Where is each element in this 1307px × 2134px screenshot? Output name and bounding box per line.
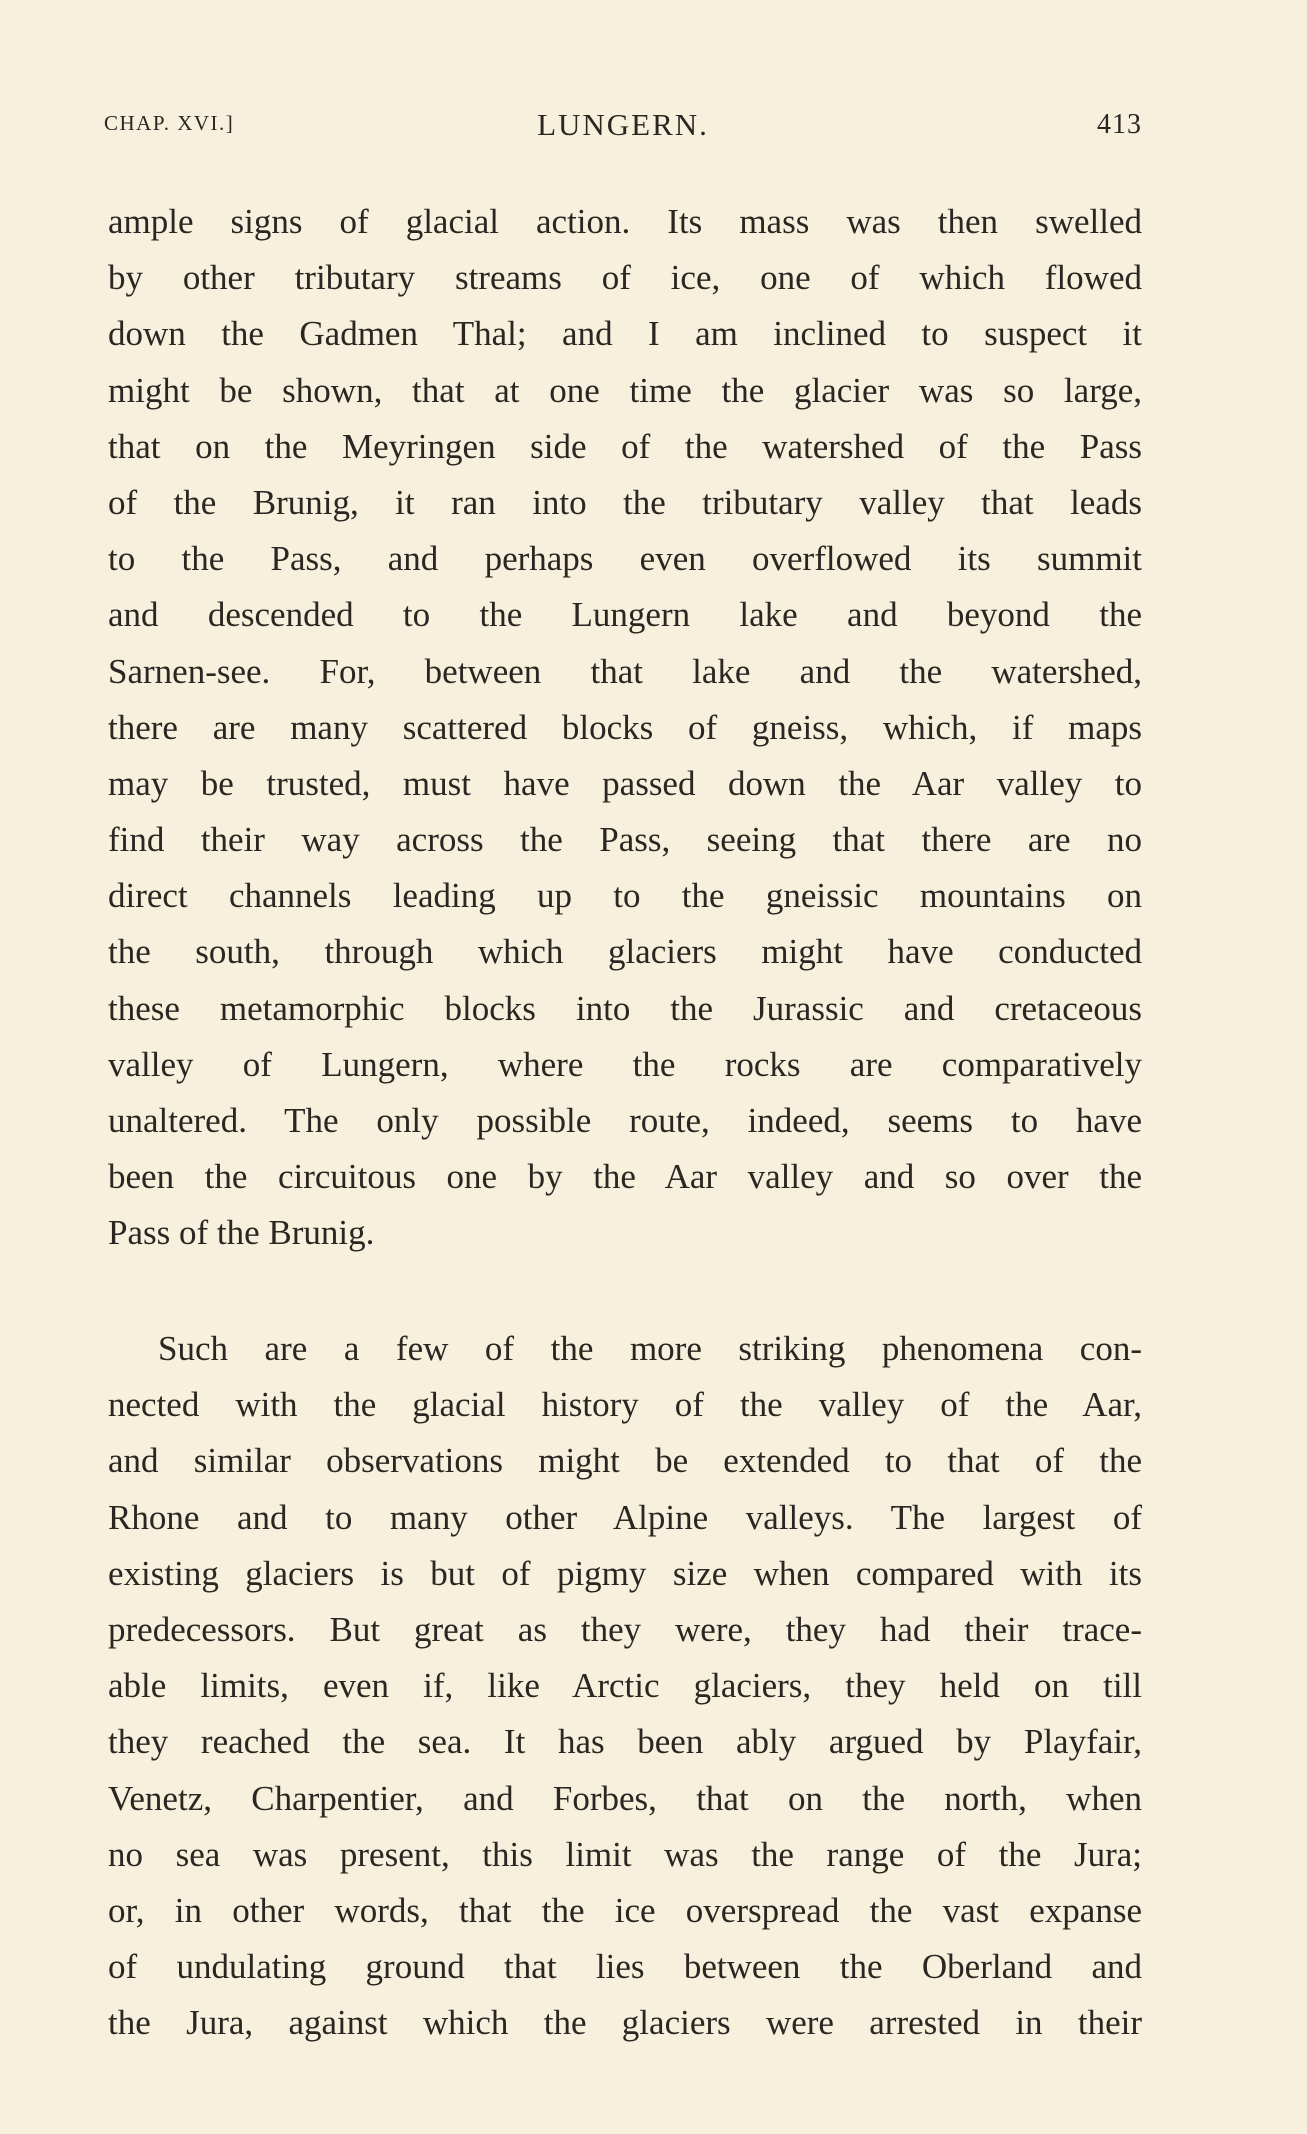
text-line: the south, through which glaciers might have conducted [108, 932, 1142, 972]
text-line: the Jura, against which the glaciers were arrested in their [108, 2003, 1142, 2043]
text-line: they reached the sea. It has been ably argued by Playfair, [108, 1722, 1142, 1762]
text-line: down the Gadmen Thal; and I am inclined to suspect it [108, 314, 1142, 354]
text-line: no sea was present, this limit was the range of the Jura; [108, 1834, 1142, 1874]
text-line: there are many scattered blocks of gneiss, which, if maps [108, 707, 1142, 747]
text-line: predecessors. But great as they were, they had their trace- [108, 1609, 1142, 1649]
paragraph-2 [108, 1321, 1142, 2051]
page-title: LUNGERN. [537, 107, 709, 142]
text-line: may be trusted, must have passed down the Aar valley to [108, 763, 1142, 803]
paragraph-1 [108, 194, 1142, 1262]
text-line: find their way across the Pass, seeing that there are no [108, 820, 1142, 860]
text-line: unaltered. The only possible route, indeed, seems to have [108, 1101, 1142, 1140]
text-line: existing glaciers is but of pigmy size when compared with its [108, 1553, 1142, 1593]
text-line: these metamorphic blocks into the Jurassic and cretaceous [108, 988, 1142, 1028]
text-line: and similar observations might be extended to that of the [108, 1441, 1142, 1481]
page-number: 413 [1097, 109, 1142, 140]
text-line: by other tributary streams of ice, one of which flowed [108, 258, 1142, 298]
text-line: or, in other words, that the ice overspread the vast expanse [108, 1890, 1142, 1930]
text-line: that on the Meyringen side of the watershed of the Pass [108, 426, 1142, 466]
chapter-reference: CHAP. XVI.] [104, 111, 235, 135]
text-line: ample signs of glacial action. Its mass was then swelled [108, 202, 1142, 241]
text-line: and descended to the Lungern lake and beyond the [108, 595, 1142, 635]
text-line: of undulating ground that lies between the Oberland and [108, 1947, 1142, 1987]
text-line: of the Brunig, it ran into the tributary valley that leads [108, 482, 1142, 522]
text-line: nected with the glacial history of the valley of the Aar, [108, 1385, 1142, 1425]
text-line: able limits, even if, like Arctic glaciers, they held on till [108, 1666, 1142, 1706]
text-line: been the circuitous one by the Aar valley and so over the [108, 1157, 1142, 1197]
running-head [104, 107, 1142, 147]
text-line: might be shown, that at one time the glacier was so large, [108, 370, 1142, 410]
text-line: Rhone and to many other Alpine valleys. The largest of [108, 1497, 1142, 1537]
text-line: Such are a few of the more striking phenomena con- [158, 1329, 1142, 1368]
text-line: direct channels leading up to the gneissic mountains on [108, 876, 1142, 916]
text-line: to the Pass, and perhaps even overflowed its summit [108, 539, 1142, 579]
text-line: valley of Lungern, where the rocks are comparatively [108, 1044, 1142, 1084]
text-line: Sarnen-see. For, between that lake and the watershed, [108, 651, 1142, 691]
text-line: Pass of the Brunig. [108, 1213, 375, 1253]
text-line: Venetz, Charpentier, and Forbes, that on the north, when [108, 1778, 1142, 1818]
